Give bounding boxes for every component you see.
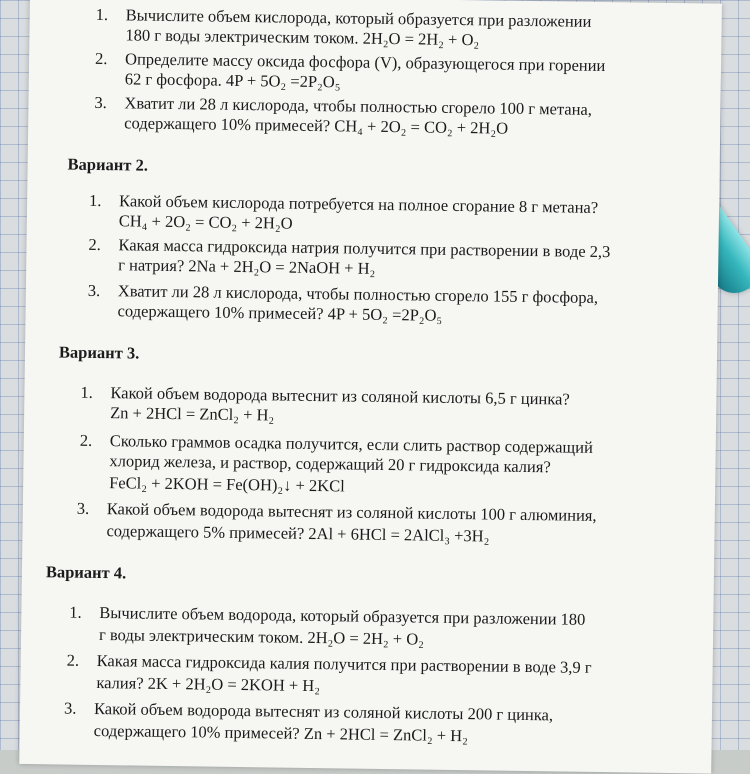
v3-item2-line1: Сколько граммов осадка получится, если слить раствор содержащий: [109, 431, 594, 457]
v1-item3-line2: содержащего 10% примесей? CH₄ + 2O₂ = CO₂ + 2H₂O: [124, 113, 509, 138]
v1-item3-line1: Хватит ли 28 л кислорода, чтобы полностью сгорело 100 г метана,: [124, 93, 593, 119]
v4-item1-line1: Вычислите объем водорода, который образуется при разложении 180: [99, 603, 586, 629]
v4-item2-line1: Какая масса гидроксида калия получится при растворении в воде 3,9 г: [96, 650, 592, 677]
variant2-heading: Вариант 2.: [67, 154, 149, 175]
v3-item2-line3: FeCl₂ + 2KOH = Fe(OH)₂↓ + 2KCl: [109, 473, 345, 496]
v1-item2-line2: 62 г фосфора. 4P + 5O₂ =2P₂O₅: [124, 69, 341, 92]
v3-item2-number: 2.: [79, 430, 93, 450]
v1-item1-line2: 180 г воды электрическим током. 2H₂O = 2H₂ + O₂: [125, 25, 480, 50]
v3-item1-line2: Zn + 2HCl = ZnCl₂ + H₂: [110, 403, 275, 425]
v2-item2-line1: Какая масса гидроксида натрия получится при растворении в воде 2,3: [118, 235, 611, 262]
v2-item2-number: 2.: [88, 234, 102, 255]
v2-item1-number: 1.: [88, 190, 102, 211]
v1-item2-line1: Определите массу оксида фосфора (V), образующегося при горении: [124, 49, 606, 76]
v2-item1-line1: Какой объем кислорода потребуется на полное сгорание 8 г метана?: [118, 191, 599, 217]
v3-item3-line2: содержащего 5% примесей? 2Al + 6HCl = 2AlCl₃ +3H₂: [106, 521, 490, 546]
v3-item1-number: 1.: [80, 382, 93, 402]
v4-item3-line1: Какой объем водорода вытеснят из соляной кислоты 200 г цинка,: [93, 698, 554, 725]
v2-item2-line2: г натрия? 2Na + 2H₂O = 2NaOH + H₂: [118, 255, 376, 278]
v3-item1-line1: Какой объем водорода вытеснит из соляной кислоты 6,5 г цинка?: [110, 383, 570, 409]
v3-item2-line2: хлорид железа, и раствор, содержащий 20 г гидроксида калия?: [109, 451, 551, 477]
v4-item2-number: 2.: [66, 650, 80, 670]
v4-item3-line2: содержащего 10% примесей? Zn + 2HCl = ZnCl₂ + H₂: [93, 720, 469, 746]
v4-item3-number: 3.: [63, 698, 77, 718]
v2-item3-line1: Хватит ли 28 л кислорода, чтобы полностью сгорело 155 г фосфора,: [117, 281, 599, 307]
variant4-heading: Вариант 4.: [45, 562, 127, 583]
v2-item1-line2: CH₄ + 2O₂ = CO₂ + 2H₂O: [118, 211, 293, 233]
v3-item3-line1: Какой объем водорода вытеснят из соляной кислоты 100 г алюминия,: [106, 499, 597, 525]
v2-item3-number: 3.: [87, 280, 101, 301]
v1-item2-number: 2.: [94, 48, 108, 69]
v1-item3-number: 3.: [94, 92, 107, 113]
variant3-heading: Вариант 3.: [58, 342, 140, 363]
v1-item1-line1: Вычислите объем кислорода, который образуется при разложении: [125, 5, 592, 31]
worksheet: [19, 0, 722, 774]
v3-item3-number: 3.: [76, 498, 90, 518]
v1-item1-number: 1.: [95, 4, 109, 25]
v4-item1-line2: г воды электрическим током. 2H₂O = 2H₂ + O₂: [98, 625, 425, 649]
v4-item2-line2: калия? 2K + 2H₂O = 2KOH + H₂: [96, 672, 321, 696]
v2-item3-line2: содержащего 10% примесей? 4P + 5O₂ =2P₂O₅: [117, 301, 443, 325]
v4-item1-number: 1.: [69, 602, 82, 622]
